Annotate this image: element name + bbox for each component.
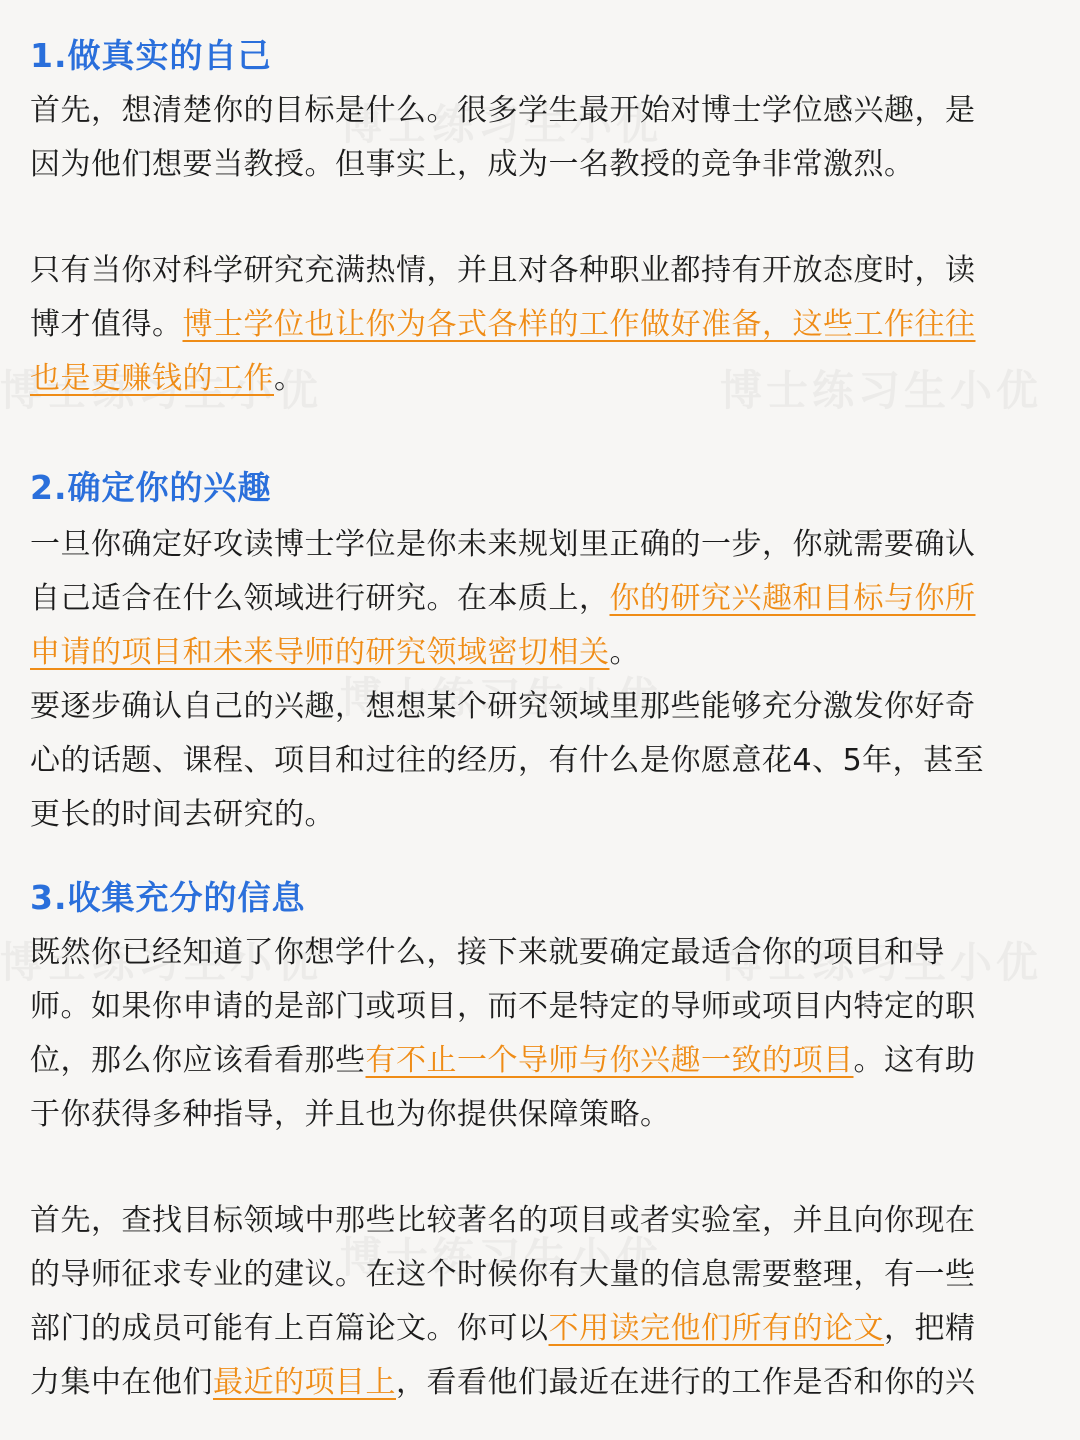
- text-line: [30, 518, 1040, 572]
- highlighted-text: 有不止一个导师与你兴趣一致的项目: [365, 1043, 854, 1078]
- text-line: [30, 1248, 1040, 1302]
- text-run: ，看看他们最近在进行的工作是否和你的兴: [396, 1365, 976, 1400]
- highlighted-text: 博士学位也让你为各式各样的工作做好准备，这些工作往往: [182, 307, 976, 342]
- text-line: [30, 1194, 1040, 1248]
- highlighted-text: 你的研究兴趣和目标与你所: [609, 581, 976, 616]
- text-run: 只有当你对科学研究充满热情，并且对各种职业都持有开放态度时，读: [30, 253, 976, 288]
- text-run: 首先，想清楚你的目标是什么。很多学生最开始对博士学位感兴趣，是: [30, 93, 976, 128]
- text-run: 自己适合在什么领域进行研究。在本质上，: [30, 581, 610, 616]
- text-run: 更长的时间去研究的。: [30, 797, 335, 832]
- section-heading: 2.确定你的兴趣: [30, 468, 272, 507]
- text-run: 位，那么你应该看看那些: [30, 1043, 366, 1078]
- text-run: 心的话题、课程、项目和过往的经历，有什么是你愿意花4、5年，甚至: [30, 743, 985, 778]
- text-line: [30, 926, 1040, 980]
- text-line: [30, 1302, 1040, 1356]
- highlighted-text: 不用读完他们所有的论文: [548, 1311, 884, 1346]
- text-run: 师。如果你申请的是部门或项目，而不是特定的导师或项目内特定的职: [30, 989, 976, 1024]
- text-line: [30, 138, 1040, 192]
- paragraph: [30, 518, 1040, 842]
- text-run: 。: [609, 635, 640, 670]
- text-run: 。这有助: [853, 1043, 976, 1078]
- highlighted-text: 最近的项目上: [213, 1365, 396, 1400]
- paragraph: [30, 1194, 1040, 1410]
- text-run: 既然你已经知道了你想学什么，接下来就要确定最适合你的项目和导: [30, 935, 945, 970]
- section-heading: 3.收集充分的信息: [30, 878, 306, 917]
- text-line: [30, 1356, 1040, 1410]
- text-run: 于你获得多种指导，并且也为你提供保障策略。: [30, 1097, 671, 1132]
- text-line: [30, 980, 1040, 1034]
- section-heading: 1.做真实的自己: [30, 36, 272, 75]
- highlighted-text: 申请的项目和未来导师的研究领域密切相关: [30, 635, 610, 670]
- paragraph: [30, 926, 1040, 1142]
- text-run: 首先，查找目标领域中那些比较著名的项目或者实验室，并且向你现在: [30, 1203, 976, 1238]
- text-run: 一旦你确定好攻读博士学位是你未来规划里正确的一步，你就需要确认: [30, 527, 976, 562]
- text-run: 博才值得。: [30, 307, 183, 342]
- text-run: ，把精: [884, 1311, 976, 1346]
- text-run: 要逐步确认自己的兴趣，想想某个研究领域里那些能够充分激发你好奇: [30, 689, 976, 724]
- text-line: [30, 572, 1040, 626]
- text-run: 。: [274, 361, 305, 396]
- text-line: [30, 84, 1040, 138]
- text-line: [30, 788, 1040, 842]
- text-line: [30, 1034, 1040, 1088]
- text-line: [30, 734, 1040, 788]
- paragraph: [30, 244, 1040, 406]
- text-line: [30, 626, 1040, 680]
- text-line: [30, 244, 1040, 298]
- paragraph: [30, 84, 1040, 192]
- text-line: [30, 1088, 1040, 1142]
- text-run: 的导师征求专业的建议。在这个时候你有大量的信息需要整理，有一些: [30, 1257, 976, 1292]
- highlighted-text: 也是更赚钱的工作: [30, 361, 274, 396]
- text-line: [30, 680, 1040, 734]
- text-run: 因为他们想要当教授。但事实上，成为一名教授的竞争非常激烈。: [30, 147, 915, 182]
- text-line: [30, 298, 1040, 352]
- text-run: 力集中在他们: [30, 1365, 213, 1400]
- text-line: [30, 352, 1040, 406]
- text-run: 部门的成员可能有上百篇论文。你可以: [30, 1311, 549, 1346]
